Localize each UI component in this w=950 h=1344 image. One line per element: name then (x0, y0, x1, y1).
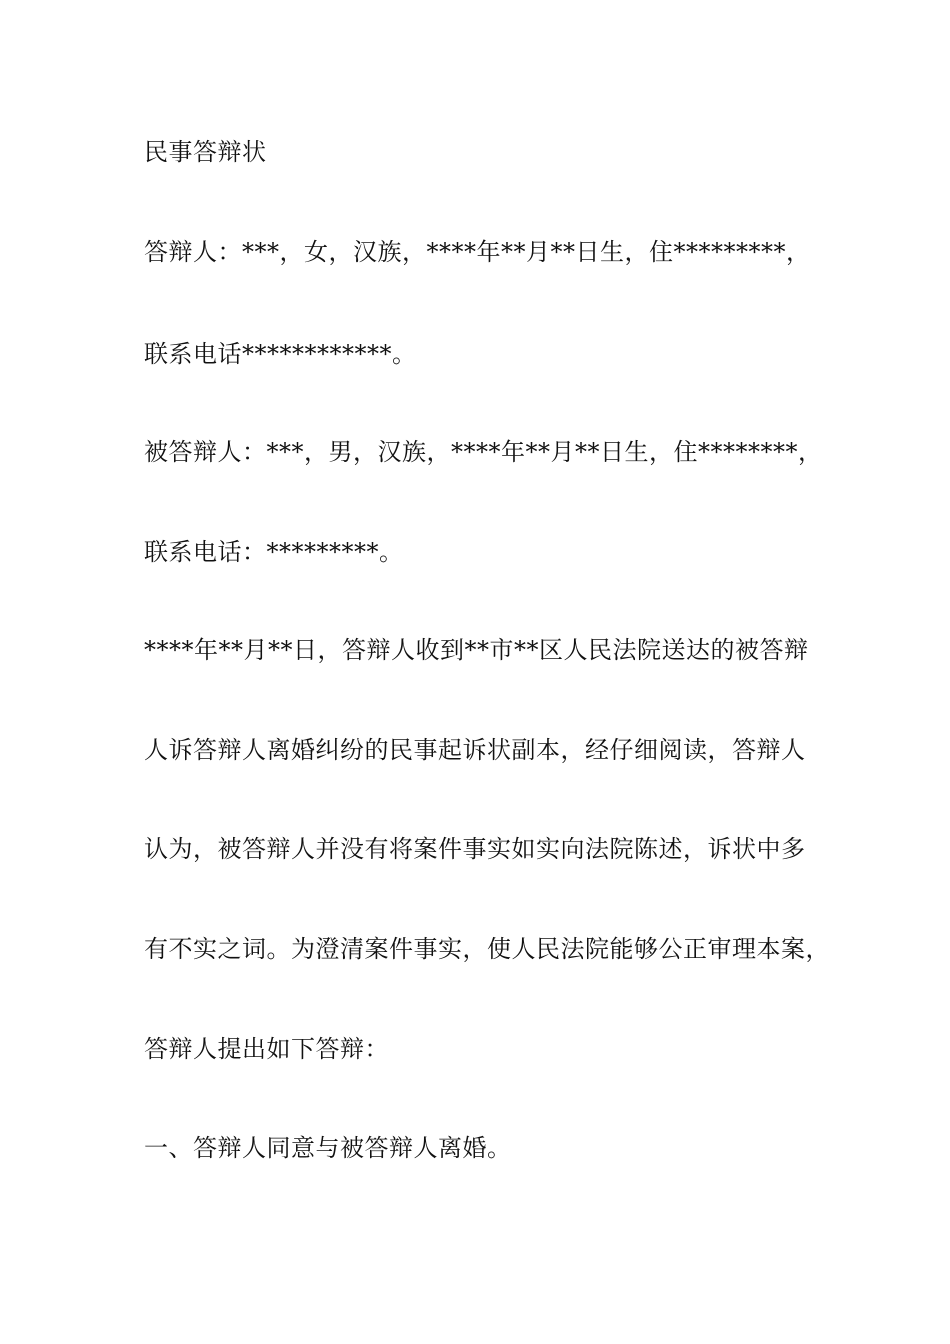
plaintiff-info-line: 被答辩人：***，男，汉族，****年**月**日生，住********， (144, 438, 823, 466)
defense-point-1: 一、答辩人同意与被答辩人离婚。 (144, 1134, 512, 1162)
body-text-line: 有不实之词。为澄清案件事实，使人民法院能够公正审理本案， (144, 935, 830, 963)
document-title: 民事答辩状 (144, 138, 267, 166)
respondent-phone-line: 联系电话************。 (144, 340, 417, 368)
respondent-info-line: 答辩人：***，女，汉族，****年**月**日生，住*********， (144, 238, 811, 266)
body-text-line: 答辩人提出如下答辩： (144, 1035, 389, 1063)
body-text-line: 认为，被答辩人并没有将案件事实如实向法院陈述，诉状中多 (144, 835, 806, 863)
plaintiff-phone-line: 联系电话：*********。 (144, 538, 404, 566)
body-text-line: 人诉答辩人离婚纠纷的民事起诉状副本，经仔细阅读，答辩人 (144, 736, 806, 764)
body-text-line: ****年**月**日，答辩人收到**市**区人民法院送达的被答辩 (144, 636, 809, 664)
